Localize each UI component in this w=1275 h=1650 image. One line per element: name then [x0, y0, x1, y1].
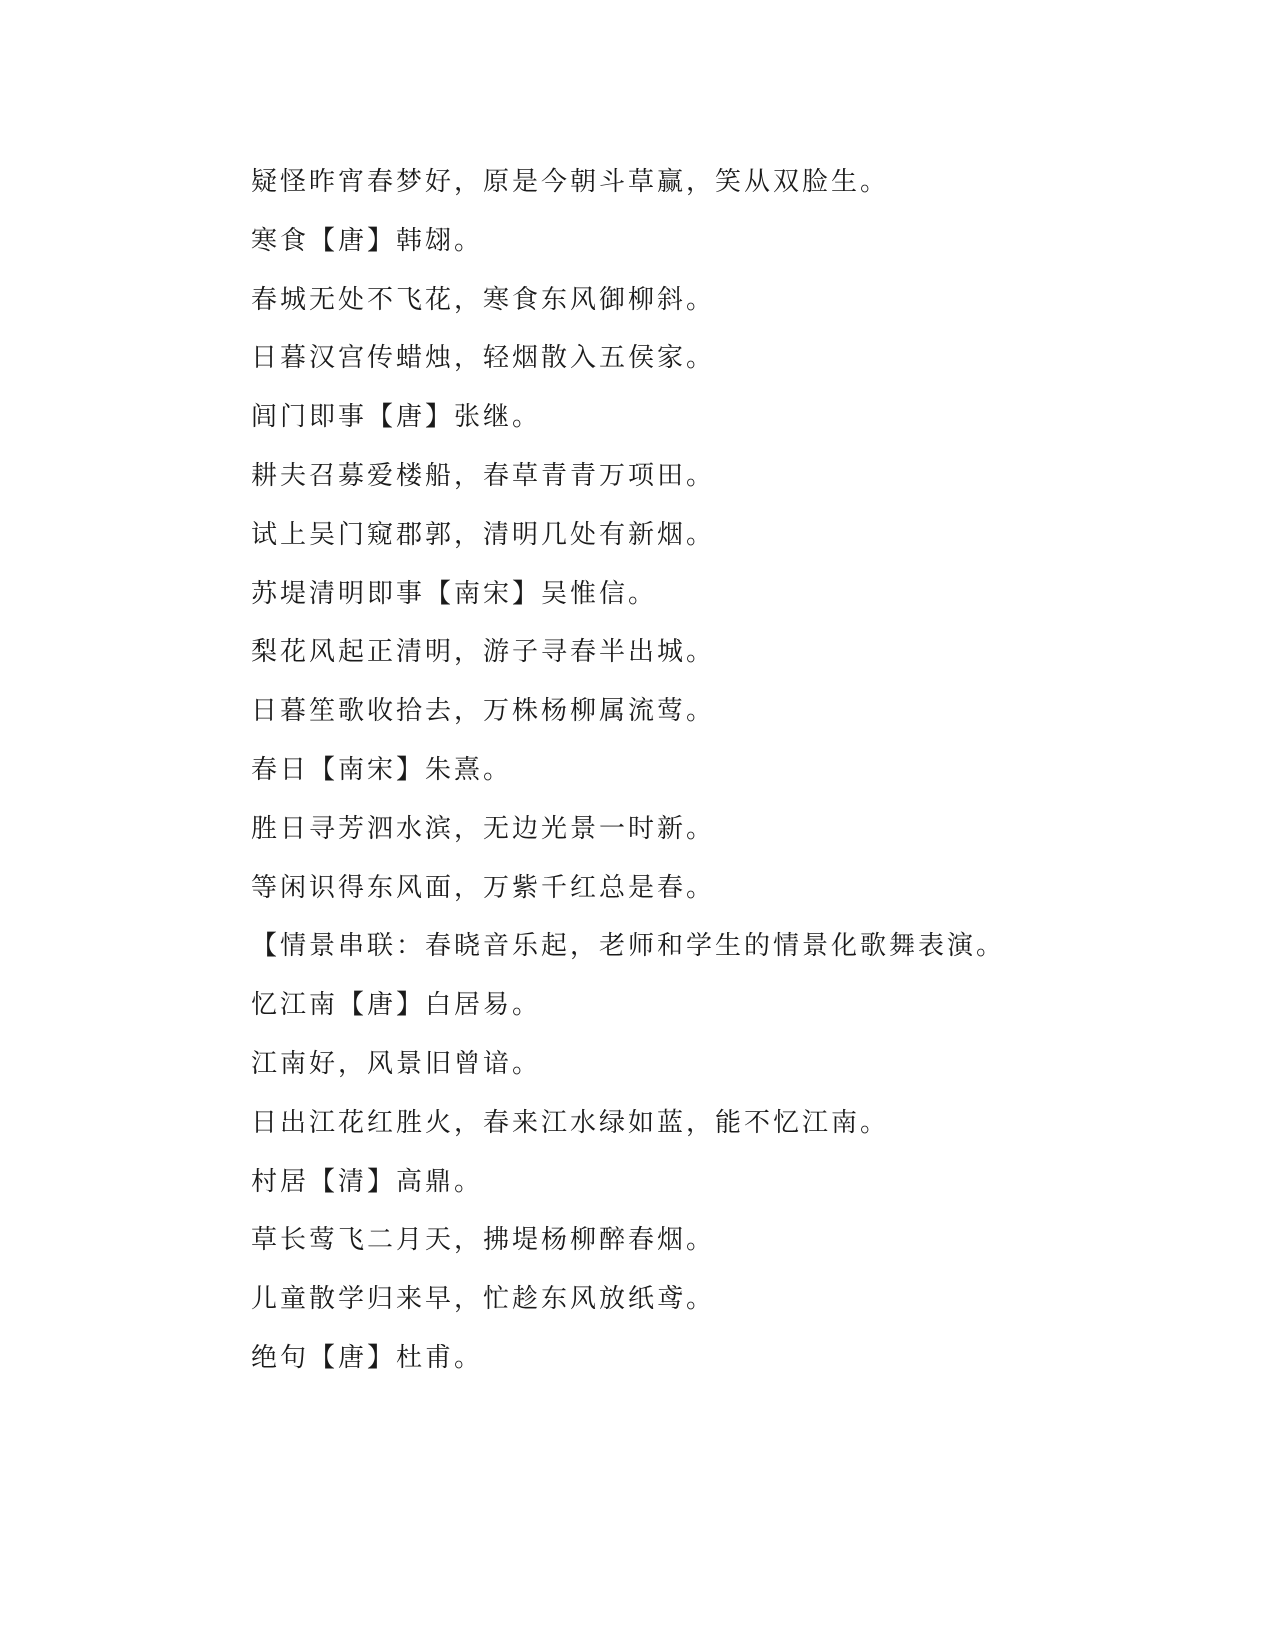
poem-title-line: 绝句【唐】杜甫。	[251, 1342, 484, 1373]
text-line: 江南好，风景旧曾谙。	[251, 1048, 542, 1079]
text-line: 耕夫召募爱楼船，春草青青万项田。	[251, 460, 716, 491]
text-line: 春城无处不飞花，寒食东风御柳斜。	[251, 284, 716, 315]
text-line: 草长莺飞二月天，拂堤杨柳醉春烟。	[251, 1225, 716, 1256]
text-line: 儿童散学归来早，忙趁东风放纸鸢。	[251, 1284, 716, 1315]
text-line: 试上吴门窥郡郭，清明几处有新烟。	[251, 519, 716, 550]
text-line: 梨花风起正清明，游子寻春半出城。	[251, 637, 716, 668]
poem-title-line: 村居【清】高鼎。	[251, 1166, 484, 1197]
poem-title-line: 春日【南宋】朱熹。	[251, 754, 513, 785]
poem-title-line: 苏堤清明即事【南宋】吴惟信。	[251, 578, 658, 609]
scene-transition-line: 【情景串联：春晓音乐起，老师和学生的情景化歌舞表演。	[251, 931, 1006, 962]
poem-title-line: 闾门即事【唐】张继。	[251, 402, 542, 433]
text-line: 日暮汉宫传蜡烛，轻烟散入五侯家。	[251, 343, 716, 374]
poem-title-line: 寒食【唐】韩翃。	[251, 225, 484, 256]
text-line: 疑怪昨宵春梦好，原是今朝斗草赢，笑从双脸生。	[251, 167, 890, 197]
text-line: 日出江花红胜火，春来江水绿如蓝，能不忆江南。	[251, 1107, 890, 1138]
text-line: 胜日寻芳泗水滨，无边光景一时新。	[251, 813, 716, 844]
poem-text-block	[251, 158, 1211, 1393]
text-line: 等闲识得东风面，万紫千红总是春。	[251, 872, 716, 903]
poem-title-line: 忆江南【唐】白居易。	[251, 990, 542, 1021]
text-line: 日暮笙歌收拾去，万株杨柳属流莺。	[251, 696, 716, 727]
